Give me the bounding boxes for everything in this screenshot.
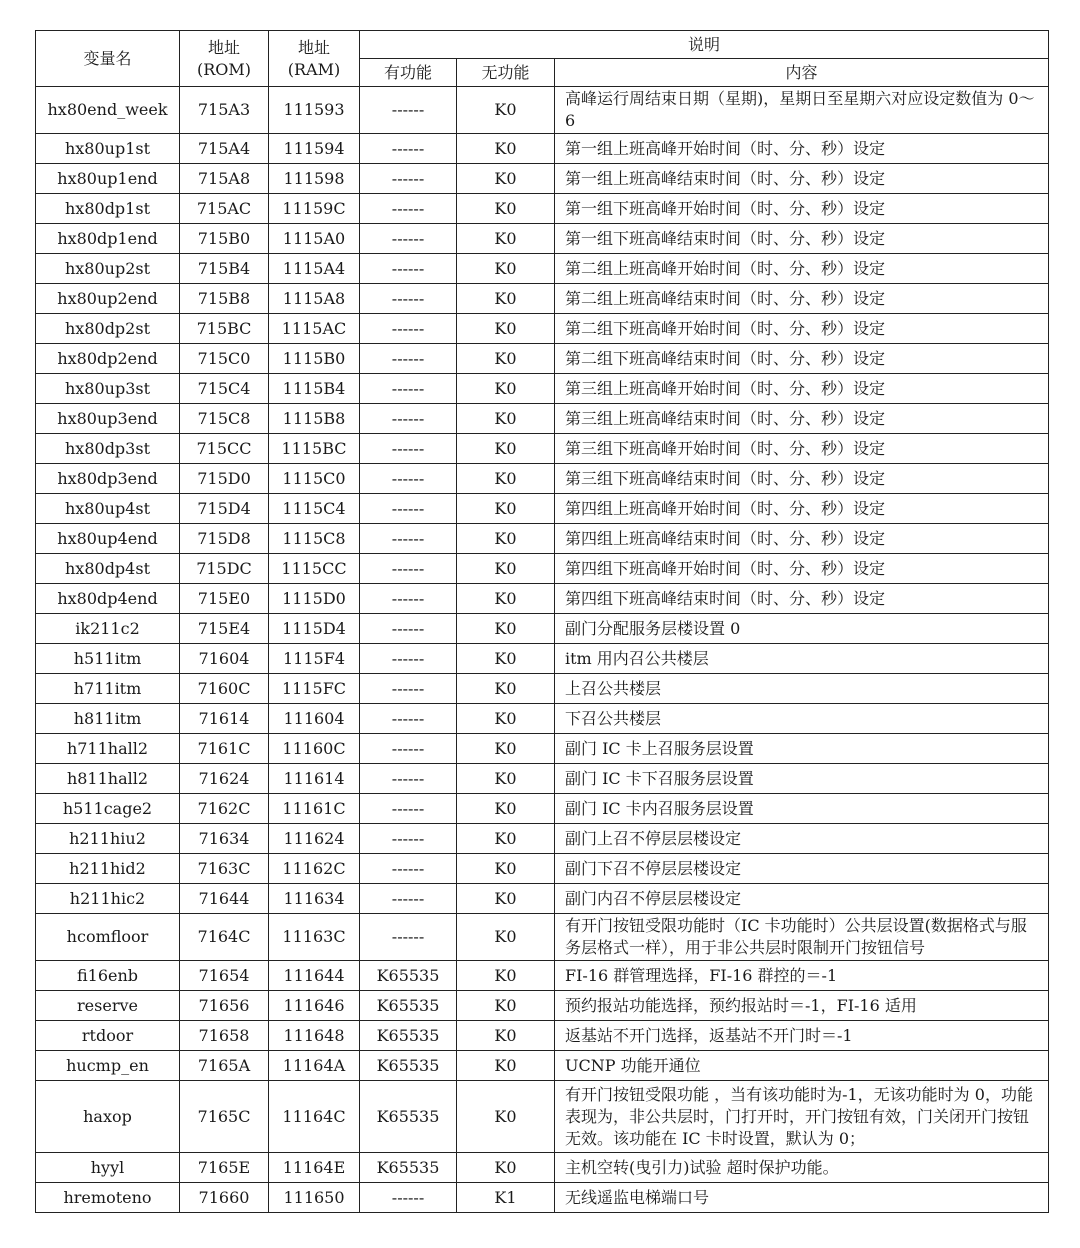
table-row xyxy=(36,374,1049,404)
cell-without-function: K0 xyxy=(457,374,555,404)
header-without-function: 无功能 xyxy=(457,59,555,87)
cell-content: 第四组上班高峰开始时间（时、分、秒）设定 xyxy=(555,494,1049,524)
header-with-function: 有功能 xyxy=(360,59,457,87)
cell-addr-ram: 111604 xyxy=(269,704,360,734)
cell-var-name: hyyl xyxy=(36,1153,180,1183)
cell-with-function: ------ xyxy=(360,644,457,674)
cell-without-function: K0 xyxy=(457,284,555,314)
cell-addr-rom: 7165C xyxy=(180,1081,269,1153)
cell-addr-rom: 715D0 xyxy=(180,464,269,494)
cell-with-function: ------ xyxy=(360,524,457,554)
cell-addr-ram: 111648 xyxy=(269,1021,360,1051)
cell-addr-ram: 111593 xyxy=(269,87,360,134)
cell-var-name: hx80dp4end xyxy=(36,584,180,614)
cell-addr-rom: 715C4 xyxy=(180,374,269,404)
cell-addr-ram: 11162C xyxy=(269,854,360,884)
cell-addr-ram: 1115AC xyxy=(269,314,360,344)
cell-without-function: K0 xyxy=(457,704,555,734)
cell-with-function: ------ xyxy=(360,434,457,464)
cell-addr-ram: 1115BC xyxy=(269,434,360,464)
table-row xyxy=(36,884,1049,914)
table-row xyxy=(36,991,1049,1021)
cell-without-function: K0 xyxy=(457,854,555,884)
cell-content: 第二组下班高峰开始时间（时、分、秒）设定 xyxy=(555,314,1049,344)
cell-content: 第二组上班高峰结束时间（时、分、秒）设定 xyxy=(555,284,1049,314)
cell-with-function: ------ xyxy=(360,794,457,824)
table-row xyxy=(36,914,1049,961)
cell-var-name: hcomfloor xyxy=(36,914,180,961)
table-row xyxy=(36,794,1049,824)
cell-content: itm 用内召公共楼层 xyxy=(555,644,1049,674)
cell-with-function: ------ xyxy=(360,284,457,314)
cell-var-name: hx80up4st xyxy=(36,494,180,524)
cell-content: 第一组上班高峰开始时间（时、分、秒）设定 xyxy=(555,134,1049,164)
cell-content: FI-16 群管理选择，FI-16 群控的＝-1 xyxy=(555,961,1049,991)
cell-addr-rom: 7165A xyxy=(180,1051,269,1081)
cell-with-function: K65535 xyxy=(360,991,457,1021)
cell-addr-rom: 71658 xyxy=(180,1021,269,1051)
cell-addr-rom: 71654 xyxy=(180,961,269,991)
cell-var-name: hx80up2end xyxy=(36,284,180,314)
cell-without-function: K0 xyxy=(457,734,555,764)
cell-without-function: K0 xyxy=(457,434,555,464)
cell-content: 第三组下班高峰结束时间（时、分、秒）设定 xyxy=(555,464,1049,494)
cell-var-name: hx80up1st xyxy=(36,134,180,164)
cell-var-name: rtdoor xyxy=(36,1021,180,1051)
cell-addr-ram: 111598 xyxy=(269,164,360,194)
table-row xyxy=(36,314,1049,344)
table-row xyxy=(36,734,1049,764)
cell-var-name: hremoteno xyxy=(36,1183,180,1213)
table-row xyxy=(36,764,1049,794)
cell-addr-ram: 1115C4 xyxy=(269,494,360,524)
cell-addr-ram: 1115C0 xyxy=(269,464,360,494)
cell-content: UCNP 功能开通位 xyxy=(555,1051,1049,1081)
cell-without-function: K0 xyxy=(457,674,555,704)
cell-addr-rom: 715AC xyxy=(180,194,269,224)
cell-addr-rom: 71634 xyxy=(180,824,269,854)
cell-content: 第三组上班高峰结束时间（时、分、秒）设定 xyxy=(555,404,1049,434)
cell-addr-ram: 1115FC xyxy=(269,674,360,704)
cell-content: 第一组下班高峰结束时间（时、分、秒）设定 xyxy=(555,224,1049,254)
cell-without-function: K0 xyxy=(457,1021,555,1051)
cell-addr-ram: 111594 xyxy=(269,134,360,164)
cell-content: 主机空转(曳引力)试验 超时保护功能。 xyxy=(555,1153,1049,1183)
cell-addr-rom: 715C8 xyxy=(180,404,269,434)
cell-with-function: ------ xyxy=(360,374,457,404)
cell-without-function: K0 xyxy=(457,464,555,494)
cell-without-function: K0 xyxy=(457,644,555,674)
cell-addr-rom: 715A3 xyxy=(180,87,269,134)
cell-with-function: ------ xyxy=(360,884,457,914)
cell-without-function: K0 xyxy=(457,524,555,554)
table-row xyxy=(36,87,1049,134)
cell-var-name: h211hiu2 xyxy=(36,824,180,854)
cell-addr-rom: 7165E xyxy=(180,1153,269,1183)
cell-with-function: ------ xyxy=(360,194,457,224)
cell-content: 第四组下班高峰结束时间（时、分、秒）设定 xyxy=(555,584,1049,614)
cell-addr-ram: 1115D4 xyxy=(269,614,360,644)
cell-addr-ram: 1115B0 xyxy=(269,344,360,374)
table-row xyxy=(36,344,1049,374)
cell-addr-ram: 111614 xyxy=(269,764,360,794)
table-row xyxy=(36,854,1049,884)
cell-with-function: ------ xyxy=(360,614,457,644)
cell-addr-rom: 715C0 xyxy=(180,344,269,374)
cell-addr-ram: 111644 xyxy=(269,961,360,991)
cell-addr-rom: 715D4 xyxy=(180,494,269,524)
cell-with-function: ------ xyxy=(360,494,457,524)
cell-addr-rom: 715B8 xyxy=(180,284,269,314)
table-row xyxy=(36,404,1049,434)
cell-without-function: K0 xyxy=(457,344,555,374)
cell-var-name: hx80up3end xyxy=(36,404,180,434)
cell-addr-ram: 1115A8 xyxy=(269,284,360,314)
cell-var-name: h511itm xyxy=(36,644,180,674)
cell-var-name: fi16enb xyxy=(36,961,180,991)
cell-content: 高峰运行周结束日期（星期)，星期日至星期六对应设定数值为 0～6 xyxy=(555,87,1049,134)
cell-addr-ram: 1115B4 xyxy=(269,374,360,404)
header-var-name: 变量名 xyxy=(36,31,180,87)
cell-addr-ram: 11164A xyxy=(269,1051,360,1081)
cell-var-name: h711hall2 xyxy=(36,734,180,764)
cell-addr-rom: 71614 xyxy=(180,704,269,734)
cell-addr-rom: 7163C xyxy=(180,854,269,884)
cell-without-function: K1 xyxy=(457,1183,555,1213)
cell-without-function: K0 xyxy=(457,614,555,644)
cell-var-name: h811itm xyxy=(36,704,180,734)
table-row xyxy=(36,194,1049,224)
cell-without-function: K0 xyxy=(457,584,555,614)
cell-addr-ram: 11164C xyxy=(269,1081,360,1153)
cell-var-name: reserve xyxy=(36,991,180,1021)
cell-with-function: ------ xyxy=(360,164,457,194)
cell-var-name: hx80dp2st xyxy=(36,314,180,344)
table-row xyxy=(36,494,1049,524)
cell-addr-rom: 71624 xyxy=(180,764,269,794)
cell-addr-ram: 11164E xyxy=(269,1153,360,1183)
cell-addr-rom: 71604 xyxy=(180,644,269,674)
table-row xyxy=(36,164,1049,194)
cell-addr-ram: 1115CC xyxy=(269,554,360,584)
table-row xyxy=(36,134,1049,164)
cell-content: 有开门按钮受限功能时（IC 卡功能时）公共层设置(数据格式与服务层格式一样），用于非公共层时限制开门按钮信号 xyxy=(555,914,1049,961)
cell-addr-rom: 7162C xyxy=(180,794,269,824)
cell-addr-ram: 1115A4 xyxy=(269,254,360,284)
cell-without-function: K0 xyxy=(457,794,555,824)
cell-without-function: K0 xyxy=(457,764,555,794)
table-row xyxy=(36,254,1049,284)
cell-without-function: K0 xyxy=(457,87,555,134)
cell-without-function: K0 xyxy=(457,1081,555,1153)
cell-addr-rom: 715DC xyxy=(180,554,269,584)
cell-addr-ram: 1115C8 xyxy=(269,524,360,554)
cell-with-function: ------ xyxy=(360,914,457,961)
cell-with-function: ------ xyxy=(360,254,457,284)
cell-addr-rom: 715E0 xyxy=(180,584,269,614)
cell-addr-ram: 1115A0 xyxy=(269,224,360,254)
cell-without-function: K0 xyxy=(457,961,555,991)
cell-var-name: hx80dp3end xyxy=(36,464,180,494)
cell-without-function: K0 xyxy=(457,884,555,914)
cell-var-name: haxop xyxy=(36,1081,180,1153)
cell-with-function: ------ xyxy=(360,584,457,614)
cell-with-function: ------ xyxy=(360,854,457,884)
cell-addr-ram: 111650 xyxy=(269,1183,360,1213)
cell-addr-rom: 7164C xyxy=(180,914,269,961)
cell-without-function: K0 xyxy=(457,164,555,194)
cell-content: 第四组上班高峰结束时间（时、分、秒）设定 xyxy=(555,524,1049,554)
cell-with-function: K65535 xyxy=(360,1021,457,1051)
table-row xyxy=(36,1051,1049,1081)
cell-addr-rom: 715B0 xyxy=(180,224,269,254)
cell-addr-rom: 7160C xyxy=(180,674,269,704)
cell-content: 副门上召不停层层楼设定 xyxy=(555,824,1049,854)
cell-var-name: hx80dp3st xyxy=(36,434,180,464)
table-row xyxy=(36,434,1049,464)
cell-with-function: K65535 xyxy=(360,1153,457,1183)
header-explanation: 说明 xyxy=(360,31,1049,59)
cell-addr-ram: 1115F4 xyxy=(269,644,360,674)
cell-with-function: ------ xyxy=(360,764,457,794)
cell-var-name: h211hid2 xyxy=(36,854,180,884)
table-row xyxy=(36,644,1049,674)
table-row xyxy=(36,674,1049,704)
cell-addr-ram: 11160C xyxy=(269,734,360,764)
cell-content: 副门 IC 卡下召服务层设置 xyxy=(555,764,1049,794)
cell-var-name: hucmp_en xyxy=(36,1051,180,1081)
cell-with-function: ------ xyxy=(360,344,457,374)
cell-addr-rom: 71660 xyxy=(180,1183,269,1213)
header-addr-rom: 地址 (ROM) xyxy=(180,31,269,87)
cell-with-function: K65535 xyxy=(360,1051,457,1081)
cell-with-function: ------ xyxy=(360,734,457,764)
cell-without-function: K0 xyxy=(457,1153,555,1183)
cell-with-function: ------ xyxy=(360,314,457,344)
cell-addr-ram: 11159C xyxy=(269,194,360,224)
cell-addr-rom: 715BC xyxy=(180,314,269,344)
cell-addr-rom: 715A8 xyxy=(180,164,269,194)
table-row xyxy=(36,584,1049,614)
cell-addr-rom: 715E4 xyxy=(180,614,269,644)
table-row xyxy=(36,1021,1049,1051)
header-addr-ram: 地址 (RAM) xyxy=(269,31,360,87)
cell-addr-rom: 715B4 xyxy=(180,254,269,284)
table-row xyxy=(36,704,1049,734)
cell-addr-rom: 71644 xyxy=(180,884,269,914)
cell-without-function: K0 xyxy=(457,134,555,164)
cell-content: 第四组下班高峰开始时间（时、分、秒）设定 xyxy=(555,554,1049,584)
cell-var-name: hx80dp1end xyxy=(36,224,180,254)
cell-without-function: K0 xyxy=(457,1051,555,1081)
cell-content: 无线遥监电梯端口号 xyxy=(555,1183,1049,1213)
cell-without-function: K0 xyxy=(457,914,555,961)
cell-addr-rom: 7161C xyxy=(180,734,269,764)
cell-content: 副门分配服务层楼设置 0 xyxy=(555,614,1049,644)
cell-content: 预约报站功能选择，预约报站时＝-1，FI-16 适用 xyxy=(555,991,1049,1021)
cell-with-function: K65535 xyxy=(360,1081,457,1153)
cell-content: 第三组下班高峰开始时间（时、分、秒）设定 xyxy=(555,434,1049,464)
cell-content: 上召公共楼层 xyxy=(555,674,1049,704)
cell-content: 副门 IC 卡上召服务层设置 xyxy=(555,734,1049,764)
cell-content: 第二组下班高峰结束时间（时、分、秒）设定 xyxy=(555,344,1049,374)
table-row xyxy=(36,1183,1049,1213)
table-header xyxy=(36,31,1049,87)
cell-var-name: hx80dp4st xyxy=(36,554,180,584)
cell-var-name: h511cage2 xyxy=(36,794,180,824)
cell-addr-ram: 111646 xyxy=(269,991,360,1021)
cell-content: 副门下召不停层层楼设定 xyxy=(555,854,1049,884)
cell-var-name: hx80up4end xyxy=(36,524,180,554)
table-row xyxy=(36,1081,1049,1153)
table-row xyxy=(36,961,1049,991)
cell-addr-rom: 71656 xyxy=(180,991,269,1021)
cell-var-name: h711itm xyxy=(36,674,180,704)
header-content: 内容 xyxy=(555,59,1049,87)
cell-content: 有开门按钮受限功能 ，当有该功能时为-1，无该功能时为 0，功能表现为，非公共层时，门打开时，开门按钮有效，门关闭开门按钮无效。该功能在 IC 卡时设置，默认为 0； xyxy=(555,1081,1049,1153)
cell-with-function: ------ xyxy=(360,404,457,434)
table-row xyxy=(36,554,1049,584)
cell-var-name: hx80up2st xyxy=(36,254,180,284)
cell-var-name: hx80end_week xyxy=(36,87,180,134)
cell-with-function: ------ xyxy=(360,704,457,734)
table-body xyxy=(36,87,1049,1213)
cell-with-function: ------ xyxy=(360,1183,457,1213)
cell-without-function: K0 xyxy=(457,224,555,254)
table-row xyxy=(36,824,1049,854)
cell-var-name: h811hall2 xyxy=(36,764,180,794)
cell-with-function: ------ xyxy=(360,224,457,254)
cell-var-name: h211hic2 xyxy=(36,884,180,914)
cell-content: 下召公共楼层 xyxy=(555,704,1049,734)
cell-content: 第一组上班高峰结束时间（时、分、秒）设定 xyxy=(555,164,1049,194)
table-row xyxy=(36,464,1049,494)
cell-addr-ram: 111634 xyxy=(269,884,360,914)
cell-without-function: K0 xyxy=(457,254,555,284)
table-row xyxy=(36,524,1049,554)
cell-with-function: ------ xyxy=(360,674,457,704)
cell-with-function: ------ xyxy=(360,824,457,854)
cell-var-name: hx80up1end xyxy=(36,164,180,194)
variable-table xyxy=(35,30,1049,1213)
cell-without-function: K0 xyxy=(457,554,555,584)
cell-addr-rom: 715D8 xyxy=(180,524,269,554)
cell-with-function: ------ xyxy=(360,87,457,134)
cell-content: 返基站不开门选择，返基站不开门时＝-1 xyxy=(555,1021,1049,1051)
cell-content: 第二组上班高峰开始时间（时、分、秒）设定 xyxy=(555,254,1049,284)
cell-content: 第三组上班高峰开始时间（时、分、秒）设定 xyxy=(555,374,1049,404)
cell-addr-ram: 1115D0 xyxy=(269,584,360,614)
cell-addr-rom: 715A4 xyxy=(180,134,269,164)
cell-addr-ram: 111624 xyxy=(269,824,360,854)
cell-content: 副门内召不停层层楼设定 xyxy=(555,884,1049,914)
cell-addr-rom: 715CC xyxy=(180,434,269,464)
cell-var-name: ik211c2 xyxy=(36,614,180,644)
cell-addr-ram: 11161C xyxy=(269,794,360,824)
cell-with-function: ------ xyxy=(360,134,457,164)
cell-with-function: ------ xyxy=(360,464,457,494)
cell-without-function: K0 xyxy=(457,404,555,434)
cell-without-function: K0 xyxy=(457,991,555,1021)
cell-var-name: hx80up3st xyxy=(36,374,180,404)
cell-without-function: K0 xyxy=(457,494,555,524)
cell-without-function: K0 xyxy=(457,314,555,344)
cell-addr-ram: 1115B8 xyxy=(269,404,360,434)
table-row xyxy=(36,224,1049,254)
cell-without-function: K0 xyxy=(457,194,555,224)
cell-addr-ram: 11163C xyxy=(269,914,360,961)
table-row xyxy=(36,284,1049,314)
cell-with-function: ------ xyxy=(360,554,457,584)
cell-var-name: hx80dp1st xyxy=(36,194,180,224)
table-row xyxy=(36,614,1049,644)
cell-var-name: hx80dp2end xyxy=(36,344,180,374)
cell-content: 副门 IC 卡内召服务层设置 xyxy=(555,794,1049,824)
table-row xyxy=(36,1153,1049,1183)
cell-with-function: K65535 xyxy=(360,961,457,991)
cell-without-function: K0 xyxy=(457,824,555,854)
cell-content: 第一组下班高峰开始时间（时、分、秒）设定 xyxy=(555,194,1049,224)
